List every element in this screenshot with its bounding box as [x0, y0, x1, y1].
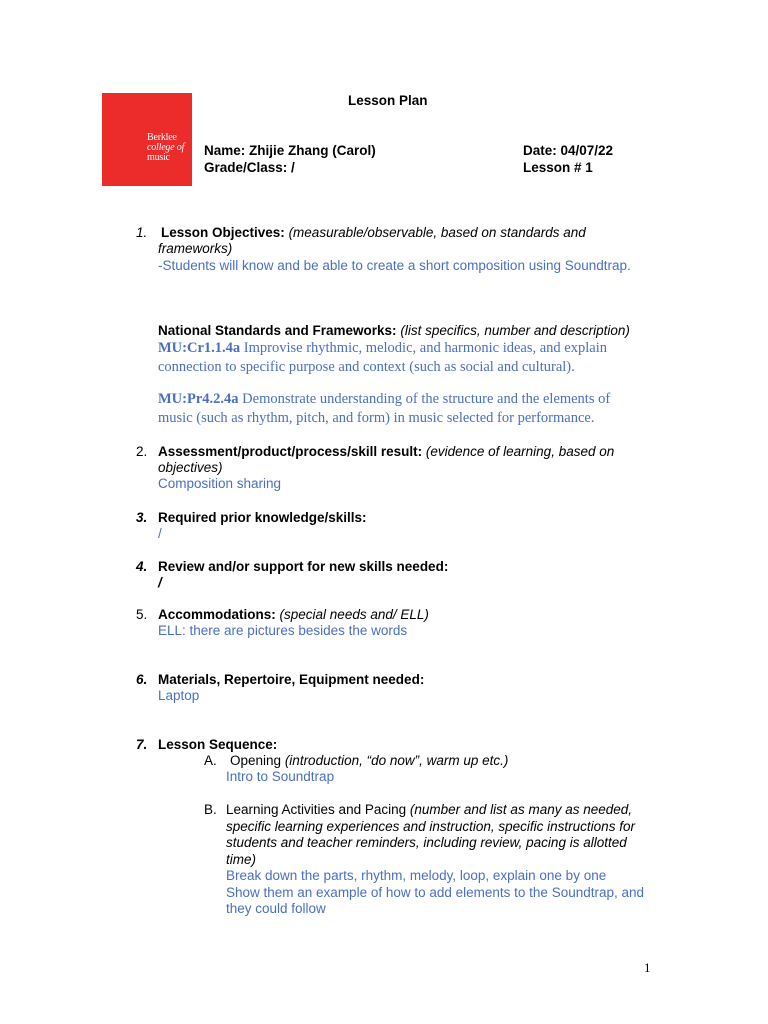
section-3-number: 3. [136, 510, 148, 525]
section-6-answer: Laptop [158, 688, 200, 703]
standards-heading [158, 323, 630, 340]
section-6-number: 6. [136, 672, 148, 687]
section-2-note-a: (evidence of learning, based on [425, 444, 615, 459]
section-2-answer: Composition sharing [158, 476, 282, 491]
standard-2-text-a: Demonstrate understanding of the structure and the elements of [238, 391, 611, 407]
section-1-note-b: frameworks) [158, 241, 233, 256]
section-2-number: 2. [136, 444, 148, 459]
section-7-label: Lesson Sequence: [158, 737, 278, 752]
subsection-b-answer-2: Show them an example of how to add elements to the Soundtrap, and [226, 884, 645, 900]
subsection-b-heading [226, 802, 696, 918]
section-2-label: Assessment/product/process/skill result: [158, 444, 423, 459]
standards-note: (list specifics, number and description) [400, 323, 630, 338]
section-4-answer: / [158, 575, 162, 590]
subsection-a-heading [230, 753, 508, 770]
standard-2-code: MU:Pr4.2.4a [158, 391, 239, 407]
lesson-date: Date: 04/07/22 [523, 143, 614, 158]
subsection-a-letter: A. [204, 753, 217, 768]
subsection-b-note-4: time) [226, 851, 256, 867]
logo-text [147, 133, 184, 163]
section-3-label: Required prior knowledge/skills: [158, 510, 367, 525]
section-3-answer: / [158, 526, 162, 541]
page-number: 1 [644, 960, 651, 975]
section-1-number: 1. [136, 225, 148, 240]
section-1-answer: -Students will know and be able to create a short composition using Soundtrap. [158, 258, 631, 273]
section-5-label: Accommodations: [158, 607, 276, 622]
subsection-b-label: Learning Activities and Pacing [226, 802, 407, 817]
section-5-heading [158, 607, 429, 624]
section-1-heading [158, 225, 638, 242]
page-title: Lesson Plan [348, 93, 428, 108]
berklee-logo [102, 93, 192, 186]
section-6-label: Materials, Repertoire, Equipment needed: [158, 672, 425, 687]
section-2-note-b: objectives) [158, 460, 223, 475]
subsection-b-letter: B. [204, 802, 217, 817]
student-name: Name: Zhijie Zhang (Carol) [204, 143, 376, 158]
logo-line-2: college of [147, 142, 185, 153]
standards-label: National Standards and Frameworks: [158, 323, 397, 338]
standard-1 [158, 339, 648, 376]
lesson-number: Lesson # 1 [523, 160, 593, 175]
section-7-number: 7. [136, 737, 148, 752]
logo-line-1: Berklee [147, 132, 177, 143]
subsection-b-note-3: students and teacher reminders, including review, pacing is allotted [226, 835, 627, 850]
standard-2-text-b: music (such as rhythm, pitch, and form) in music selected for performance. [158, 409, 595, 426]
standard-1-text-b: connection to specific purpose and context (such as social and cultural). [158, 358, 575, 375]
section-2-heading [158, 444, 638, 461]
standard-1-text-a: Improvise rhythmic, melodic, and harmonic ideas, and explain [240, 340, 607, 356]
standard-2 [158, 390, 648, 427]
subsection-b-answer-3: they could follow [226, 901, 326, 916]
section-1-label: Lesson Objectives: [161, 225, 285, 240]
section-1-note-a: (measurable/observable, based on standards and [288, 225, 586, 240]
section-4-label: Review and/or support for new skills needed: [158, 559, 449, 574]
section-5-answer: ELL: there are pictures besides the words [158, 623, 408, 638]
subsection-b-note-1: (number and list as many as needed, [409, 802, 633, 817]
grade-class: Grade/Class: / [204, 160, 295, 175]
subsection-a-label: Opening [230, 753, 282, 768]
section-4-number: 4. [136, 559, 148, 574]
section-5-note: (special needs and/ ELL) [279, 607, 429, 622]
subsection-a-note: (introduction, “do now”, warm up etc.) [284, 753, 509, 768]
subsection-b-note-2: specific learning experiences and instruction, specific instructions for [226, 818, 635, 834]
standard-1-code: MU:Cr1.1.4a [158, 340, 241, 356]
section-5-number: 5. [136, 607, 148, 622]
logo-line-3: music [147, 152, 170, 163]
subsection-b-answer-1: Break down the parts, rhythm, melody, loop, explain one by one [226, 868, 607, 883]
subsection-a-answer: Intro to Soundtrap [226, 769, 335, 784]
